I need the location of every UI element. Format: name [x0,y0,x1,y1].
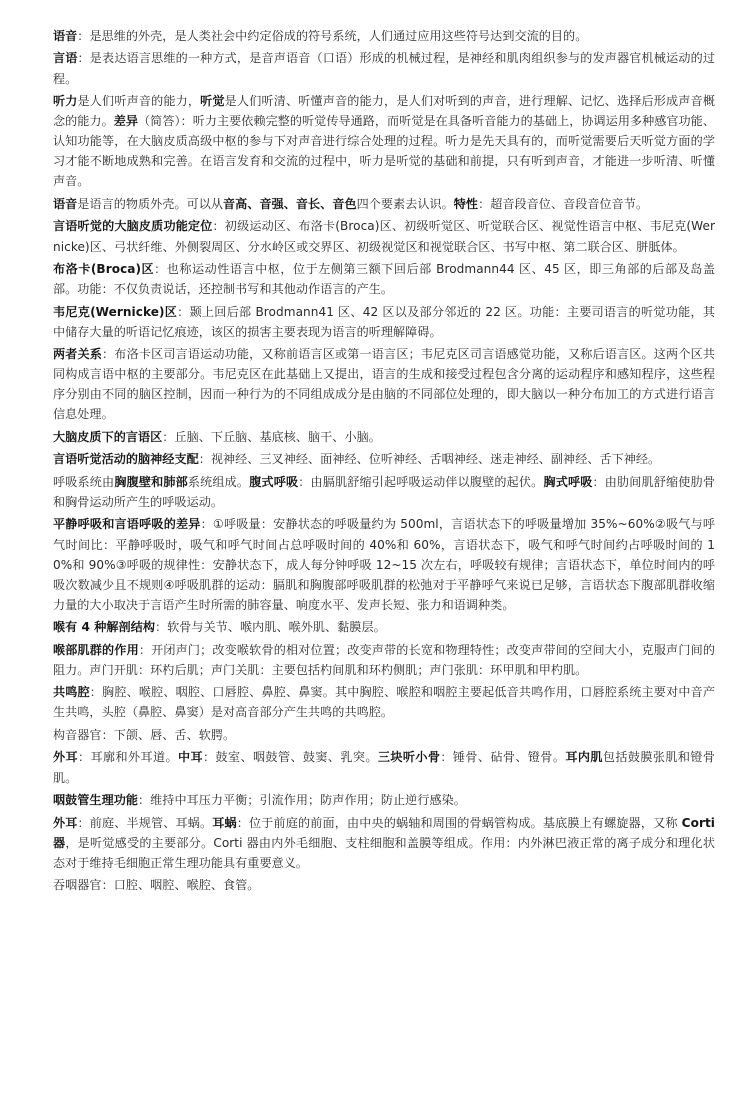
para-yuyin [53,26,715,46]
body-text: ：是表达语言思维的一种方式，是音声语音（口语）形成的机械过程，是神经和肌肉组织参与的发声器官机械运动的过程。 [53,51,715,86]
body-text: ：鼓室、咽鼓管、鼓窦、乳突。 [202,750,378,765]
bold-term: Corti 器 [53,815,715,850]
body-text: ：颞上回后部 Brodmann41 区、42 区以及部分邻近的 22 区。功能：主要司语言的听觉功能，其中储存大量的听语记忆痕迹，该区的损害主要表现为语言的听理解障碍。 [53,304,715,339]
para-yuyin-wuzhi [53,194,715,214]
body-text: ：耳廓和外耳道。 [78,750,178,765]
para-neier [53,813,715,873]
bold-term: 胸腹壁和肺部 [114,474,188,489]
body-text: ，是听觉感受的主要部分。Corti 器由内外毛细胞、支柱细胞和盖膜等组成。作用：内外淋巴液正常的离子成分和理化状态对于维持毛细胞正常生理功能具有重要意义。 [53,835,715,870]
body-text: 是语言的物质外壳。可以从 [77,196,224,211]
bold-term: 大脑皮质下的言语区 [53,429,163,444]
bold-term: 听力 [53,94,78,109]
bold-term: 言语听觉的大脑皮质功能定位 [53,219,213,234]
bold-term: 言语 [53,51,78,66]
bold-term: 喉有 4 种解剖结构 [53,620,155,635]
para-yangu [53,790,715,810]
para-guanxi [53,344,715,424]
bold-term: 两者关系 [53,347,103,362]
body-text: ：视神经、三叉神经、面神经、位听神经、舌咽神经、迷走神经、副神经、舌下神经。 [198,452,661,467]
body-text: 四个要素去认识。 [356,196,454,211]
body-text: ：是思维的外壳，是人类社会中约定俗成的符号系统，人们通过应用这些符号达到交流的目的。 [77,29,588,43]
bold-term: 差异 [113,114,139,129]
bold-term: 语音 [53,196,78,211]
para-wernicke [53,302,715,342]
bold-term: 外耳 [53,750,78,765]
body-text: ：胸腔、喉腔、咽腔、口唇腔、鼻腔、鼻窦。其中胸腔、喉腔和咽腔主要起低音共鸣作用，口唇腔系统主要对中音产生共鸣，头腔（鼻腔、鼻窦）是对高音部分产生共鸣的共鸣腔。 [53,685,715,720]
bold-term: 语音 [53,29,78,43]
body-text: ：前庭、半规管、耳蜗。 [77,815,213,830]
body-text: 构音器官：下颌、唇、舌、软腭。 [53,727,236,742]
body-text: 是人们听清、听懂声音的能力，是人们对听到的声音，进行理解、记忆、选择后形成声音概念的能力。 [53,94,715,129]
para-yanyu [53,48,715,88]
body-text: 系统组成。 [187,474,250,489]
body-text: ：也称运动性语言中枢，位于左侧第三额下回后部 Brodmann44 区、45 区，即三角部的后部及岛盖部。功能：不仅负责说话，还控制书写和其他动作语言的产生。 [53,261,715,297]
bold-term: 耳内肌 [565,750,603,765]
para-naoshenjing [53,449,715,469]
bold-term: 特性 [453,196,479,211]
bold-term: 中耳 [177,750,203,765]
body-text: ：布洛卡区司言语运动功能，又称前语言区或第一语言区；韦尼克区司言语感觉功能，又称后语言区。这两个区共同构成言语中枢的主要部分。韦尼克区在此基础上又提出，语言的生成和接受过程包含分离的运动程序和感知程序，这些程序分别由不同的脑区控制，因而一种行为的不同组成成分是由脑的不同部位处理的，即大脑以一种分布加工的方式进行语言信息处理。 [53,347,715,422]
body-text: ：软骨与关节、喉内肌、喉外肌、黏膜层。 [155,620,386,635]
body-text: 是人们听声音的能力， [77,94,201,109]
bold-term: 外耳 [53,815,78,830]
body-text: ：开闭声门；改变喉软骨的相对位置；改变声带的长宽和物理特性；改变声带间的空间大小，克服声门间的阻力。声门开肌：环杓后肌；声门关肌：主要包括杓间肌和环杓侧肌；声门张肌：环甲肌和甲杓肌。 [53,642,715,677]
bold-term: 听觉 [200,94,225,109]
bold-term: 耳蜗 [212,815,237,830]
bold-term: 布洛卡(Broca)区 [53,261,155,276]
bold-term: 言语听觉活动的脑神经支配 [53,452,199,467]
para-gouyin [53,725,715,745]
body-text: 吞咽器官：口腔、咽腔、喉腔、食管。 [53,878,260,893]
para-tingli [53,91,715,191]
bold-term: 共鸣腔 [53,685,90,700]
para-chayi [53,514,715,614]
body-text: ：由膈肌舒缩引起呼吸运动伴以腹壁的起伏。 [298,474,544,489]
body-text: ：锤骨、砧骨、镫骨。 [440,750,566,765]
body-text: ：初级运动区、布洛卡(Broca)区、初级听觉区、听觉联合区、视觉性语言中枢、韦尼克(Wernicke)区、弓状纤维、外侧裂周区、分水岭区或交界区、初级视觉区和视觉联合区、书写中枢、第二联合区、胼胝体。 [53,219,715,254]
bold-term: 腹式呼吸 [249,474,299,489]
para-houji [53,640,715,680]
para-dingwei [53,216,715,256]
body-text: ：位于前庭的前面，由中央的蜗轴和周围的骨蜗管构成。基底膜上有螺旋器，又称 [236,815,682,830]
body-text: 包括鼓膜张肌和镫骨肌。 [53,750,715,785]
para-huxi [53,472,715,512]
bold-term: 三块听小骨 [377,750,441,765]
para-broca [53,259,715,299]
bold-term: 平静呼吸和言语呼吸的差异 [53,517,201,532]
bold-term: 音高、音强、音长、音色 [223,196,357,211]
bold-term: 胸式呼吸 [543,474,593,489]
body-text: （简答）：听力主要依赖完整的听觉传导通路，而听觉是在具备听音能力的基础上，协调运用多种感官功能、认知功能等，在大脑皮质高级中枢的参与下对声音进行综合处理的过程。听力是先天具有的，而听觉需要后天听觉方面的学习才能不断地成熟和完善。在语言发育和交流的过程中，听力是听觉的基础和前提，只有听到声音，才能进一步听清、听懂声音。 [53,114,715,189]
body-text: ：丘脑、下丘脑、基底核、脑干、小脑。 [162,429,381,444]
bold-term: 韦尼克(Wernicke)区 [53,304,178,319]
body-text: ：超音段音位、音段音位音节。 [478,196,649,211]
para-tunyan [53,875,715,895]
body-text: ：由肋间肌舒缩使肋骨和胸骨运动所产生的呼吸运动。 [53,474,715,509]
body-text: ：①呼吸量：安静状态的呼吸量约为 500ml，言语状态下的呼吸量增加 35%~60%②吸气与呼气时间比：平静呼吸时，吸气和呼气时间占总呼吸时间的 40%和 60%，言语状态下，吸气和呼气时间约占呼吸时间的 10%和 90%③呼吸的规律性：安静状态下，成人每分钟呼吸 12~15 次左右，呼吸较有规律；言语状态下，单位时间内的呼吸次数减少且不规则④呼吸肌群的运动：膈肌和胸腹部呼吸肌群的松弛对于平静呼气来说已足够，言语状态下腹部肌群收缩力量的大小取决于言语产生时所需的肺容量、响度水平、发声长短、张力和语调种类。 [53,517,715,612]
body-text: 呼吸系统由 [53,474,115,489]
bold-term: 咽鼓管生理功能 [53,793,139,808]
para-pizhixia [53,427,715,447]
para-waier [53,747,715,787]
body-text: ：维持中耳压力平衡；引流作用；防声作用；防止逆行感染。 [138,793,466,808]
bold-term: 喉部肌群的作用 [53,642,139,657]
para-houjiepou [53,617,715,637]
para-gongming [53,682,715,722]
